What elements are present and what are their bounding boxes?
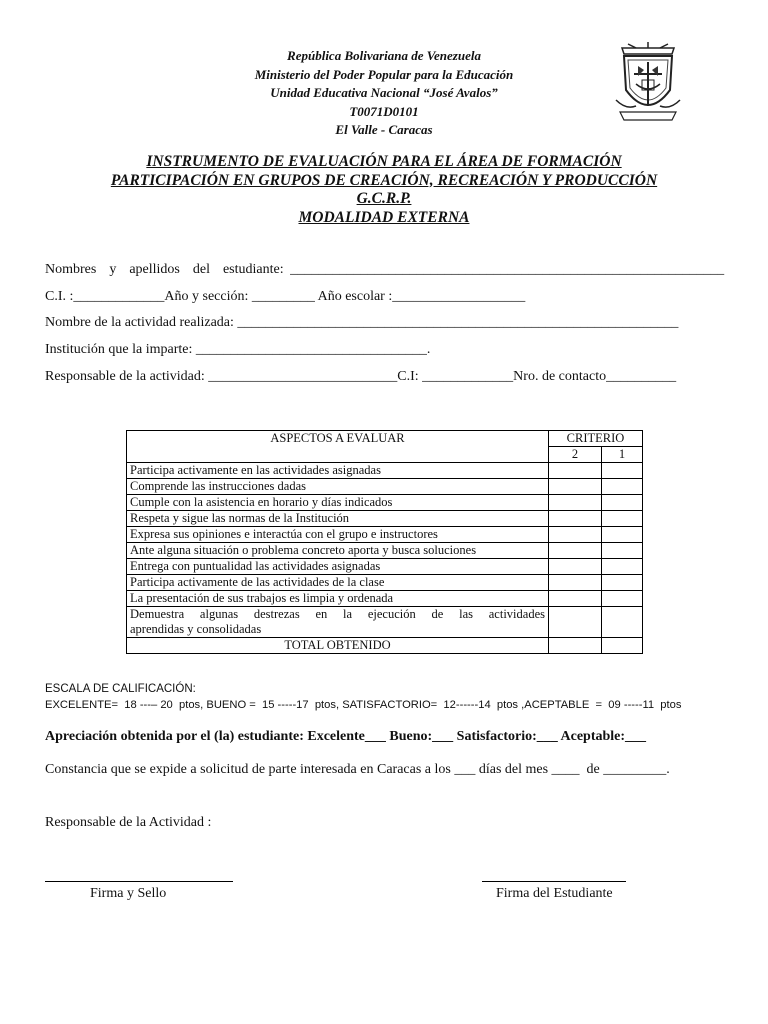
aspect-cell: Respeta y sigue las normas de la Institución [127, 511, 549, 527]
total-label: TOTAL OBTENIDO [127, 638, 549, 654]
student-signature-label: Firma del Estudiante [496, 886, 613, 901]
activity-name-field: Nombre de la actividad realizada: _______________________________________________________________ [45, 315, 679, 330]
table-row [127, 527, 643, 543]
document-title [0, 153, 768, 227]
score-2-cell [549, 463, 602, 479]
score-1-cell [602, 591, 643, 607]
table-header-row [127, 431, 643, 447]
title-line-1: INSTRUMENTO DE EVALUACIÓN PARA EL ÁREA DE FORMACIÓN [146, 153, 622, 170]
criteria-1-header: 1 [602, 447, 643, 463]
grading-scale-values: EXCELENTE= 18 ---– 20 ptos, BUENO = 15 -----17 ptos, SATISFACTORIO= 12------14 ptos ,ACEPTABLE = 09 -----11 ptos [45, 699, 682, 711]
aspect-cell: Entrega con puntualidad las actividades asignadas [127, 559, 549, 575]
score-1-cell [602, 511, 643, 527]
score-2-cell [549, 495, 602, 511]
aspects-header: ASPECTOS A EVALUAR [127, 431, 549, 463]
score-2-cell [549, 591, 602, 607]
title-line-3: G.C.R.P. [356, 190, 412, 207]
score-1-cell [602, 463, 643, 479]
aspect-cell: La presentación de sus trabajos es limpia y ordenada [127, 591, 549, 607]
signature-seal-label: Firma y Sello [90, 886, 167, 901]
score-2-cell [549, 511, 602, 527]
score-2-cell [549, 575, 602, 591]
title-line-4: MODALIDAD EXTERNA [298, 208, 470, 226]
appreciation-line: Apreciación obtenida por el (la) estudiante: Excelente___ Bueno:___ Satisfactorio:___ Aceptable:___ [45, 729, 647, 744]
aspect-cell: Cumple con la asistencia en horario y días indicados [127, 495, 549, 511]
total-1-cell [602, 638, 643, 654]
score-1-cell [602, 559, 643, 575]
score-1-cell [602, 527, 643, 543]
aspect-cell: Participa activamente en las actividades asignadas [127, 463, 549, 479]
score-2-cell [549, 479, 602, 495]
aspect-cell: Comprende las instrucciones dadas [127, 479, 549, 495]
header-line-code: T0071D0101 [349, 103, 419, 119]
score-2-cell [549, 527, 602, 543]
student-name-field: Nombres y apellidos del estudiante: ______________________________________________________________ [45, 262, 725, 277]
table-row [127, 575, 643, 591]
score-1-cell [602, 479, 643, 495]
activity-responsible-field: Responsable de la actividad: ___________________________C.I: _____________Nro. de contacto__________ [45, 369, 677, 384]
table-row [127, 559, 643, 575]
table-row [127, 543, 643, 559]
aspect-cell: Ante alguna situación o problema concreto aporta y busca soluciones [127, 543, 549, 559]
school-crest-icon [612, 40, 684, 126]
score-1-cell [602, 607, 643, 638]
score-1-cell [602, 575, 643, 591]
aspect-cell-line-1: Demuestra algunas destrezas en la ejecución de las actividades [130, 607, 545, 621]
signature-line-left [45, 881, 233, 882]
score-2-cell [549, 559, 602, 575]
header-line-school: Unidad Educativa Nacional “José Avalos” [270, 85, 498, 100]
table-row [127, 607, 643, 638]
aspect-cell: Expresa sus opiniones e interactúa con el grupo e instructores [127, 527, 549, 543]
score-1-cell [602, 543, 643, 559]
score-2-cell [549, 543, 602, 559]
certificate-statement: Constancia que se expide a solicitud de parte interesada en Caracas a los ___ días del mes ____ de _________. [45, 762, 670, 777]
header-line-republic: República Bolivariana de Venezuela [287, 48, 481, 63]
activity-responsible-label: Responsable de la Actividad : [45, 815, 212, 830]
table-row [127, 495, 643, 511]
table-row [127, 463, 643, 479]
header-line-ministry: Ministerio del Poder Popular para la Educación [254, 66, 514, 82]
aspect-cell [127, 607, 549, 638]
evaluation-table [126, 430, 643, 654]
total-2-cell [549, 638, 602, 654]
table-row [127, 591, 643, 607]
score-1-cell [602, 495, 643, 511]
grading-scale-title: ESCALA DE CALIFICACIÓN: [45, 683, 196, 695]
table-total-row [127, 638, 643, 654]
aspect-cell-line-2: aprendidas y consolidadas [130, 622, 262, 636]
title-line-2: PARTICIPACIÓN EN GRUPOS DE CREACIÓN, RECREACIÓN Y PRODUCCIÓN [110, 171, 658, 189]
aspect-cell: Participa activamente de las actividades de la clase [127, 575, 549, 591]
institution-field: Institución que la imparte: _________________________________. [45, 342, 431, 357]
score-2-cell [549, 607, 602, 638]
criteria-2-header: 2 [549, 447, 602, 463]
signature-line-right [482, 881, 626, 882]
header-line-location: El Valle - Caracas [335, 122, 433, 137]
table-row [127, 479, 643, 495]
criteria-header: CRITERIO [549, 431, 643, 447]
ci-section-year-field: C.I. :_____________Año y sección: _________ Año escolar :___________________ [45, 289, 526, 304]
table-row [127, 511, 643, 527]
